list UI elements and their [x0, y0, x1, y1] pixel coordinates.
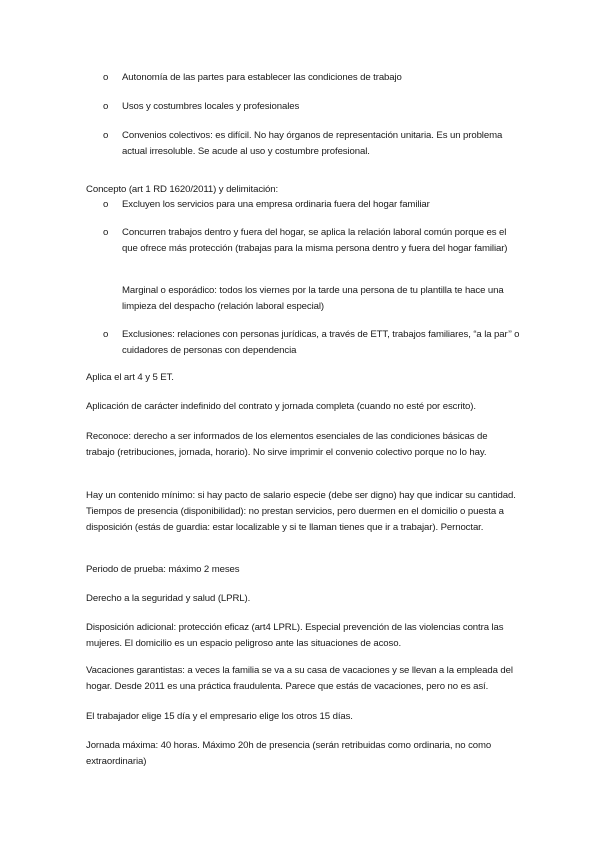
list-item — [103, 327, 523, 359]
paragraph: Disposición adicional: protección eficaz (art4 LPRL). Especial prevención de las violencias contra las mujeres. El domicilio es un espacio peligroso ante las situaciones de acoso. — [86, 622, 504, 649]
bullet-icon: o — [103, 199, 109, 210]
paragraph: Reconoce: derecho a ser informados de los elementos esenciales de las condiciones básicas de trabajo (retribuciones, jornada, horario). No sirve imprimir el convenio colectivo porque no lo hay. — [86, 431, 488, 458]
paragraph: Vacaciones garantistas: a veces la familia se va a su casa de vacaciones y se llevan a la empleada del hogar. Desde 2011 es una práctica fraudulenta. Parece que estás de vacaciones, pero no es así. — [86, 665, 513, 692]
bullet-icon: o — [103, 130, 109, 141]
bullet-icon: o — [103, 329, 109, 340]
bullet-icon: o — [103, 227, 109, 238]
list-item — [103, 128, 523, 160]
list-item — [103, 99, 523, 115]
list-item-text: Concurren trabajos dentro y fuera del hogar, se aplica la relación laboral común porque es el que ofrece más protección (trabajas para la misma persona dentro y fuera del hogar familiar) — [122, 227, 508, 254]
bullet-icon: o — [103, 72, 109, 83]
list-item-text: Convenios colectivos: es difícil. No hay órganos de representación unitaria. Es un problema actual irresoluble. Se acude al uso y costumbre profesional. — [122, 130, 503, 157]
section-heading: Concepto (art 1 RD 1620/2011) y delimitación: — [86, 184, 279, 195]
bullet-icon: o — [103, 101, 109, 112]
paragraph: Aplicación de carácter indefinido del contrato y jornada completa (cuando no esté por escrito). — [86, 401, 476, 412]
paragraph: Hay un contenido mínimo: si hay pacto de salario especie (debe ser digno) hay que indicar su cantidad. Tiempos de presencia (disponibilidad): no prestan servicios, pero duermen en el domicilio o puesta a disposición (estás de guardia: estar localizable y si te llaman tienes que ir a trabajar). Pernoctar. — [86, 490, 516, 533]
paragraph: Derecho a la seguridad y salud (LPRL). — [86, 593, 251, 604]
list-item-text: Autonomía de las partes para establecer las condiciones de trabajo — [122, 72, 402, 83]
list-item-text: Usos y costumbres locales y profesionales — [122, 101, 300, 112]
list-item-text: Exclusiones: relaciones con personas jurídicas, a través de ETT, trabajos familiares, “a la par’’ o cuidadores de personas con dependencia — [122, 329, 520, 356]
paragraph: Periodo de prueba: máximo 2 meses — [86, 564, 240, 575]
paragraph: Aplica el art 4 y 5 ET. — [86, 372, 174, 383]
list-item-text: Excluyen los servicios para una empresa ordinaria fuera del hogar familiar — [122, 199, 430, 210]
paragraph: Jornada máxima: 40 horas. Máximo 20h de presencia (serán retribuidas como ordinaria, no como extraordinaria) — [86, 740, 492, 767]
list-item — [103, 225, 523, 257]
list-item — [103, 197, 523, 213]
list-item — [103, 70, 523, 86]
indented-paragraph: Marginal o esporádico: todos los viernes por la tarde una persona de tu plantilla te hace una limpieza del despacho (relación laboral especial) — [122, 285, 504, 312]
paragraph: El trabajador elige 15 día y el empresario elige los otros 15 días. — [86, 711, 353, 722]
